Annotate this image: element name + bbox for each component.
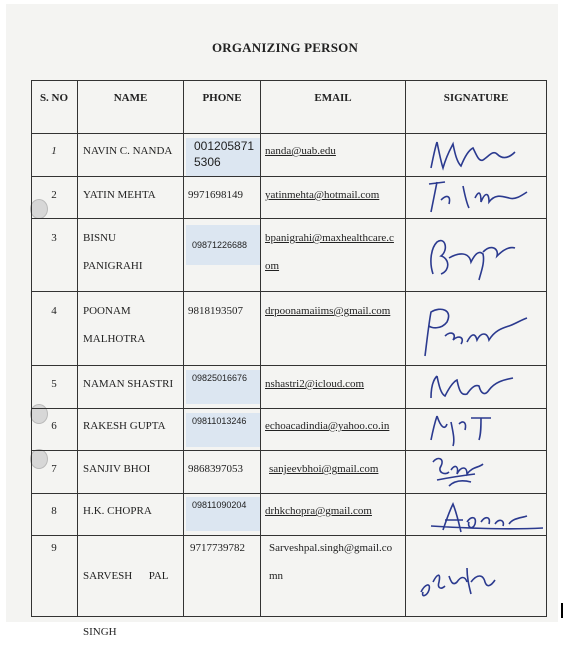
- row-9-email: Sarveshpal.singh@gmail.co mn: [269, 542, 393, 582]
- row-4-phone: 9818193507: [188, 305, 243, 317]
- edge-mark: [561, 603, 563, 618]
- row-6-email: echoacadindia@yahoo.co.in: [265, 420, 390, 432]
- header-sno: S. NO: [39, 92, 69, 104]
- signature-row-2: [423, 178, 533, 216]
- header-phone: PHONE: [202, 92, 242, 104]
- row-1-phone: 001205871 5306: [186, 138, 260, 176]
- row-2-sno: 2: [51, 189, 57, 201]
- row-2-phone: 9971698149: [188, 189, 243, 201]
- signature-row-4: [411, 300, 535, 362]
- row-8-sno: 8: [51, 505, 57, 517]
- signature-row-9: [411, 548, 521, 604]
- row-8-phone: 09811090204: [186, 497, 260, 531]
- row-1-name: NAVIN C. NANDA: [83, 145, 173, 157]
- row-4-email: drpoonamaiims@gmail.com: [265, 305, 391, 317]
- row-3-sno: 3: [51, 232, 57, 244]
- row-7-name: SANJIV BHOI: [83, 463, 151, 475]
- header-signature: SIGNATURE: [443, 92, 509, 104]
- row-2-name: YATIN MEHTA: [83, 189, 156, 201]
- row-6-sno: 6: [51, 420, 57, 432]
- signature-row-8: [423, 494, 547, 538]
- row-3-email: bpanigrahi@maxhealthcare.c om: [265, 232, 394, 272]
- row-5-sno: 5: [51, 378, 57, 390]
- row-6-name: RAKESH GUPTA: [83, 420, 166, 432]
- row-4-name: POONAM MALHOTRA: [83, 305, 146, 345]
- row-9-phone: 9717739782: [190, 542, 245, 554]
- row-4-sno: 4: [51, 305, 57, 317]
- row-5-name: NAMAN SHASTRI: [83, 378, 174, 390]
- row-9-sno: 9: [51, 542, 57, 554]
- header-name: NAME: [113, 92, 148, 104]
- row-7-sno: 7: [51, 463, 57, 475]
- page-title: ORGANIZING PERSON: [211, 40, 359, 55]
- header-email: EMAIL: [314, 92, 352, 104]
- row-3-name: BISNU PANIGRAHI: [83, 232, 143, 272]
- row-6-phone: 09811013246: [186, 413, 260, 447]
- row-7-phone: 9868397053: [188, 463, 243, 475]
- signature-row-7: [423, 450, 503, 492]
- row-2-email: yatinmehta@hotmail.com: [265, 189, 380, 201]
- row-7-email: sanjeevbhoi@gmail.com: [269, 463, 379, 475]
- row-5-phone: 09825016676: [186, 370, 260, 404]
- signature-row-5: [423, 368, 533, 408]
- row-1-sno: 1: [51, 145, 57, 157]
- row-9-name: SARVESH PAL SINGH: [83, 570, 169, 638]
- signature-row-3: [419, 228, 529, 284]
- row-8-email: drhkchopra@gmail.com: [265, 505, 372, 517]
- row-8-name: H.K. CHOPRA: [83, 505, 152, 517]
- row-1-email: nanda@uab.edu: [265, 145, 336, 157]
- signature-row-1: [423, 138, 533, 174]
- row-3-phone: 09871226688: [186, 225, 260, 265]
- row-5-email: nshastri2@icloud.com: [265, 378, 365, 390]
- organizers-table: [31, 80, 547, 638]
- signature-row-6: [423, 410, 503, 448]
